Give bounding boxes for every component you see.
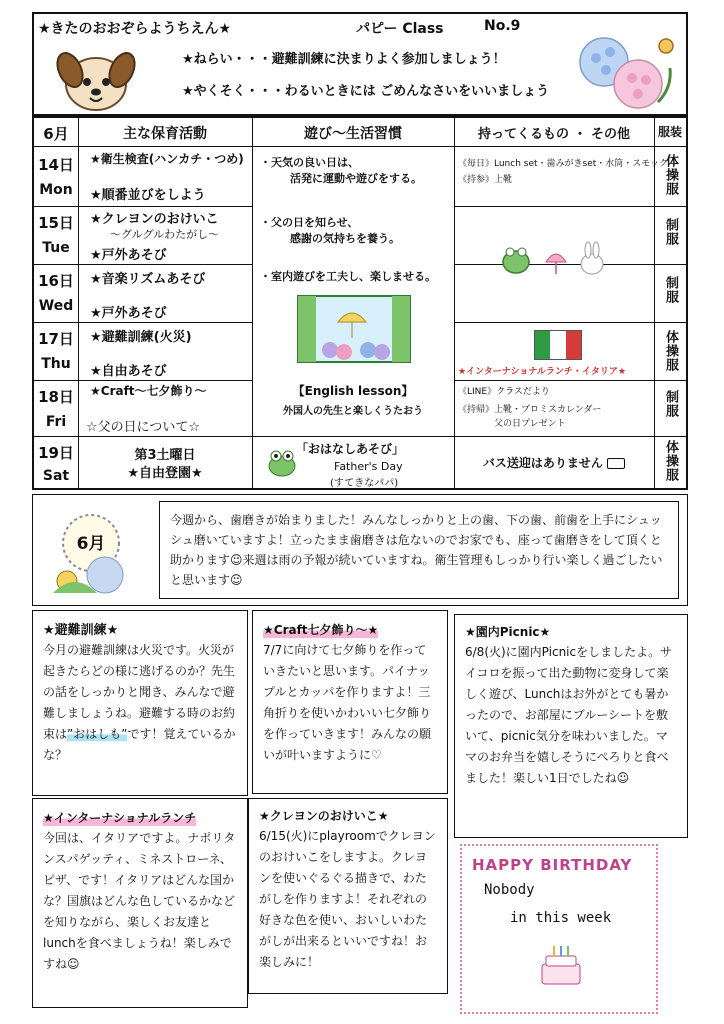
- article-text: 6/8(火)に園内Picnicをしましたよ。サイコロを振って出た動物に変身して楽しく遊び、Lunchはお外がとても暑かったので、お部屋にブルーシートを敷いて、picnic気分を味わいました。ママのお弁当を嬉しそうにぺろりと食べました！楽しい1日でしたね☺: [465, 645, 673, 785]
- frog-illustration: [266, 444, 298, 478]
- day-of-week: Fri: [45, 414, 67, 430]
- article-craft: [252, 610, 448, 794]
- birthday-card: [460, 844, 658, 1014]
- day-of-week: Mon: [39, 182, 73, 198]
- day-date: 14日: [38, 156, 74, 174]
- col-dress-header: 服装: [657, 125, 682, 139]
- article-text: 今回は、イタリアですよ。ナポリタンスパゲッティ、ミネストローネ、ピザ、です！イタリアはどんな国かな？国旗はどんな色しているかなどを知りながら、楽しくお友達とlunchを食べましょうね！楽しみですね☺: [43, 831, 236, 971]
- day-date: 19日: [38, 444, 74, 462]
- items: 父の日プレゼント: [494, 419, 566, 429]
- dress: 制服: [663, 218, 678, 246]
- dress: 体操服: [663, 330, 678, 372]
- article-title: ★避難訓練★: [43, 623, 119, 638]
- activity: 第3土曜日: [134, 448, 196, 463]
- notice-frame: [32, 494, 688, 606]
- col-items-header: 持ってくるもの ・ その他: [477, 127, 631, 142]
- header-box: [32, 12, 688, 116]
- dress: 体操服: [663, 440, 678, 482]
- play-text: ・室内遊びを工夫し、楽しませる。: [260, 270, 436, 283]
- activity: ★避難訓練(火災): [90, 330, 192, 345]
- notice-text: 今週から、歯磨きが始まりました！みんなしっかりと上の歯、下の歯、前歯を上手にシュッシュ磨いていますよ！立ったまま歯磨きは危ないのでお家でも、座って歯磨きをして頂くと助かります☺来週は雨の予報が続いていますね。衛生管理もしっかり行い楽しく過ごしたいと思います☺: [170, 513, 663, 587]
- birthday-line2: in this week: [510, 910, 612, 926]
- highlighted-phrase: ”おはしも”: [67, 727, 128, 741]
- items: 《持参》上靴: [458, 175, 513, 185]
- article-title: ★クレヨンのおけいこ★: [259, 809, 389, 823]
- items: 《持帰》上靴・プロミスカレンダー: [458, 405, 602, 415]
- items: ★インターナショナルランチ・イタリア★: [458, 367, 626, 377]
- school-name: ★きたのおおぞらようちえん★: [38, 21, 232, 37]
- article-text: 6/15(火)にplayroomでクレヨンのおけいこをしますよ。クレヨンを使いぐるぐる描きで、わたがしを作りますよ！それぞれの好きな色を使い、おいしいわたがしが出来るといいですね！お楽しみに！: [259, 829, 436, 969]
- activity: ★順番並びをしよう: [90, 188, 206, 203]
- mascot-illustration: [498, 240, 618, 280]
- day-of-week: Sat: [42, 468, 70, 484]
- items: 《LINE》クラスだより: [458, 387, 550, 397]
- activity: ★戸外あそび: [90, 306, 167, 321]
- article-lunch: [32, 798, 248, 1008]
- bus-icon: [607, 458, 625, 469]
- play-text: 活発に運動や遊びをする。: [290, 172, 422, 185]
- month-badge-illustration: [45, 501, 145, 599]
- activity: ★自由登園★: [127, 466, 203, 481]
- col-activity-header: 主な保育活動: [123, 126, 207, 142]
- article-title: ★Craft七夕飾り～★: [263, 623, 379, 637]
- cake-icon: [536, 942, 586, 992]
- month-badge: 6月: [76, 534, 106, 554]
- play-text: ・天気の良い日は、: [260, 156, 359, 169]
- article-title: ★園内Picnic★: [465, 625, 551, 639]
- article-body: [43, 640, 237, 766]
- play-text: 感謝の気持ちを養う。: [290, 232, 400, 245]
- day-of-week: Thu: [41, 356, 71, 372]
- hydrangea-illustration: [574, 28, 684, 114]
- story-title: 「おはなしあそび」: [296, 442, 405, 456]
- activity: ★戸外あそび: [90, 248, 167, 263]
- activity: ★クレヨンのおけいこ: [90, 212, 219, 227]
- items: 《毎日》Lunch set・歯みがきset・水筒・スモック: [458, 159, 669, 169]
- aim-text: ★ねらい・・・避難訓練に決まりよく参加しましょう！: [182, 52, 506, 67]
- article-text: 今月の避難訓練は火災です。火災が起きたらどの様に逃げるのか？先生の話をしっかりと聞き、みんなで避難しましょうね。避難する時のお約束は: [43, 643, 236, 741]
- birthday-line1: Nobody: [484, 882, 535, 898]
- rainy-window-illustration: [296, 292, 412, 366]
- day-of-week: Wed: [38, 298, 74, 314]
- activity: ★Craft～七夕飾り～: [90, 384, 207, 398]
- article-text: 7/7に向けて七夕飾りを作っていきたいと思います。パイナップルとカッパを作りますよ！三角折りを使いかわいい七夕飾りを作っていきます！みんなの願いが叶いますように♡: [263, 643, 432, 762]
- day-date: 16日: [38, 272, 74, 290]
- birthday-title: HAPPY BIRTHDAY: [472, 856, 633, 874]
- article-drill: [32, 610, 248, 796]
- newsletter-number: No.9: [484, 18, 521, 34]
- notice-box: [159, 501, 679, 599]
- month-label: 6月: [43, 125, 69, 143]
- play-text: ・父の日を知らせ、: [260, 216, 359, 229]
- article-picnic: [454, 614, 688, 838]
- italy-flag: [534, 330, 582, 360]
- story-sub2: (すてきなパパ): [330, 478, 399, 489]
- article-crayon: [248, 798, 448, 994]
- article-text: です！覚えているかな？: [43, 727, 236, 762]
- dress: 体操服: [663, 154, 678, 196]
- class-label: パピー Class: [356, 21, 444, 37]
- schedule-table: [32, 116, 688, 490]
- day-date: 15日: [38, 214, 74, 232]
- article-title: ★インターナショナルランチ: [43, 811, 197, 825]
- day-of-week: Tue: [42, 240, 70, 256]
- activity-sub: ～グルグルわたがし～: [110, 228, 220, 241]
- day-date: 18日: [38, 388, 74, 406]
- activity: ★衛生検査(ハンカチ・つめ): [90, 152, 244, 166]
- story-sub: Father's Day: [334, 460, 403, 473]
- english-lesson-title: 【English lesson】: [292, 384, 414, 398]
- activity: ★音楽リズムあそび: [90, 272, 206, 287]
- activity: ★自由あそび: [90, 364, 167, 379]
- dress: 制服: [663, 276, 678, 304]
- promise-text: ★やくそく・・・わるいときには ごめんなさいをいいましょう: [182, 84, 550, 99]
- day-date: 17日: [38, 330, 74, 348]
- dog-illustration: [56, 42, 136, 114]
- items: [454, 454, 654, 471]
- english-lesson-desc: 外国人の先生と楽しくうたおう: [283, 406, 423, 417]
- items-text: バス送迎はありません: [482, 456, 603, 470]
- activity: ☆父の日について☆: [86, 420, 201, 435]
- col-play-header: 遊び～生活習慣: [304, 126, 402, 142]
- dress: 制服: [663, 390, 678, 418]
